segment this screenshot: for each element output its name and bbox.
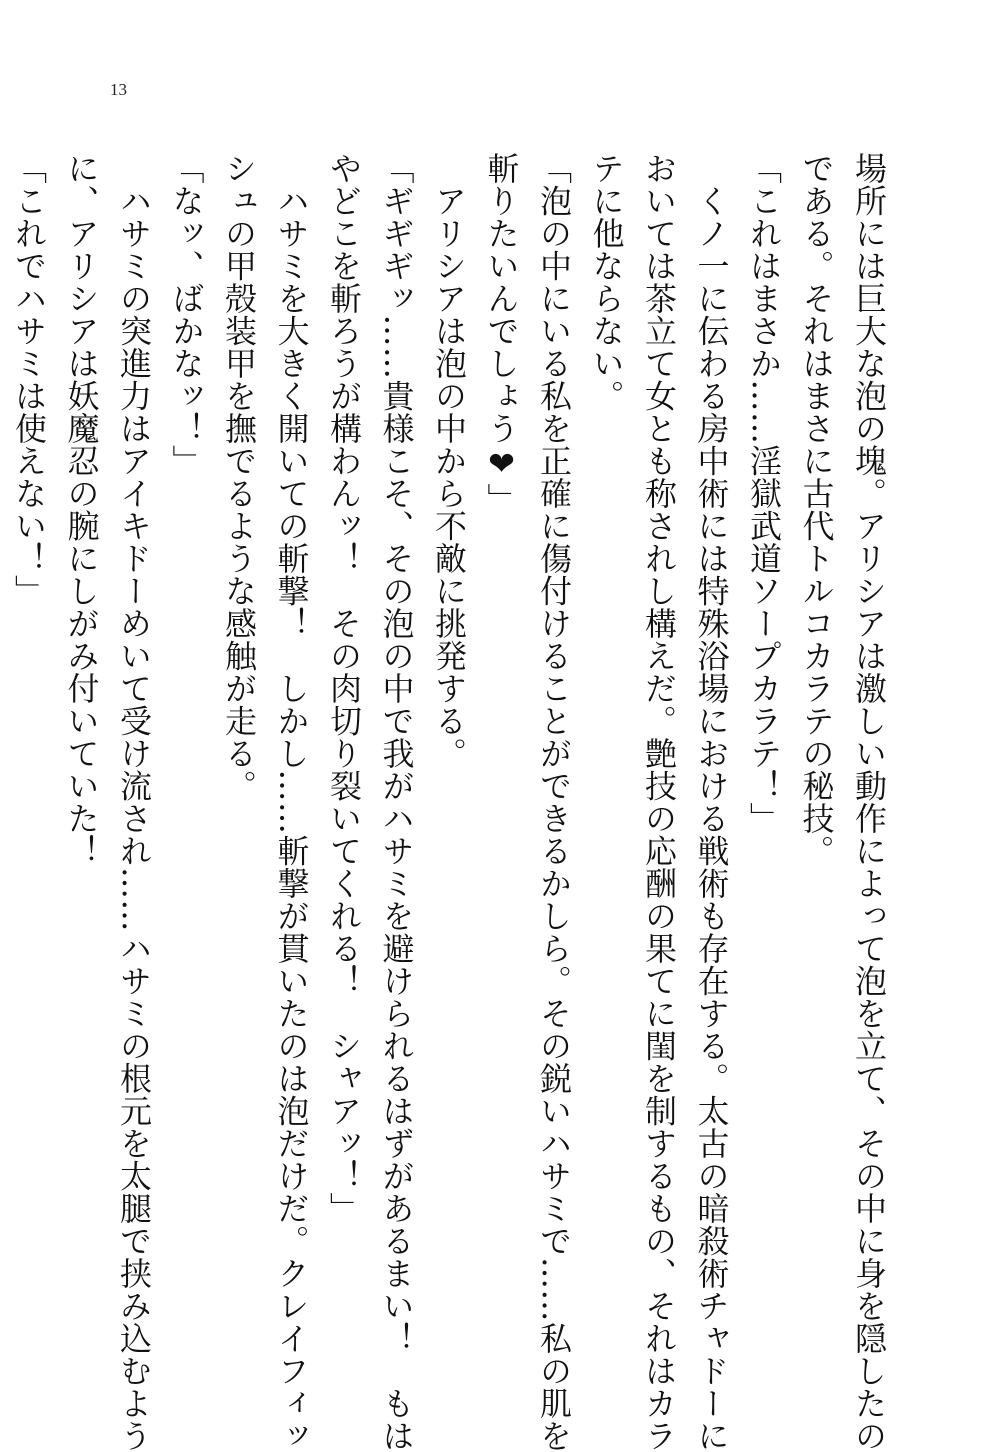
text-line: に、アリシアは妖魔忍の腕にしがみ付いていた！ xyxy=(62,152,101,867)
text-line: おいては茶立て女とも称されし構えだ。艶技の応酬の果てに閨を制するもの、それはカラ xyxy=(640,152,678,1452)
text-line: 「これでハサミは使えない！」 xyxy=(10,152,48,607)
text-line: である。それはまさに古代トルコカラテの秘技。 xyxy=(797,152,836,867)
text-line: 「これはまさか……淫獄武道ソープカラテ！」 xyxy=(745,152,783,835)
text-line xyxy=(0,152,3,1312)
text-line: テに他ならない。 xyxy=(587,152,626,412)
text-line: 斬りたいんでしょう❤」 xyxy=(482,152,521,516)
text-line: 「ギギギッ……貴様こそ、その泡の中で我がハサミを避けられるはずがあるまい！ もは xyxy=(377,152,416,1452)
text-line: シュの甲殻装甲を撫でるような感触が走る。 xyxy=(220,152,258,802)
text-line: やどこを斬ろうが構わんッ！ その肉切り裂いてくれる！ シャアッ！」 xyxy=(325,152,363,1225)
text-line: 「泡の中にいる私を正確に傷付けることができるかしら。その鋭いハサミで……私の肌を xyxy=(535,152,573,1452)
text-line: 「なッ、ばかなッ！」 xyxy=(167,152,206,477)
text-line: 場所には巨大な泡の塊。アリシアは激しい動作によって泡を立て、その中に身を隠したの xyxy=(850,152,888,1452)
page-number: 13 xyxy=(110,80,127,99)
text-line: くノ一に伝わる房中術には特殊浴場における戦術も存在する。太古の暗殺術チャドーに xyxy=(692,152,731,1452)
text-line: ハサミの突進力はアイキドーめいて受け流され……ハサミの根元を太腿で挟み込むよう xyxy=(115,152,153,1452)
vertical-text-body xyxy=(10,152,895,1452)
text-line: アリシアは泡の中から不敵に挑発する。 xyxy=(430,152,468,770)
text-line: ハサミを大きく開いての斬撃！ しかし……斬撃が貫いたのは泡だけだ。クレイフィッ xyxy=(272,152,311,1452)
